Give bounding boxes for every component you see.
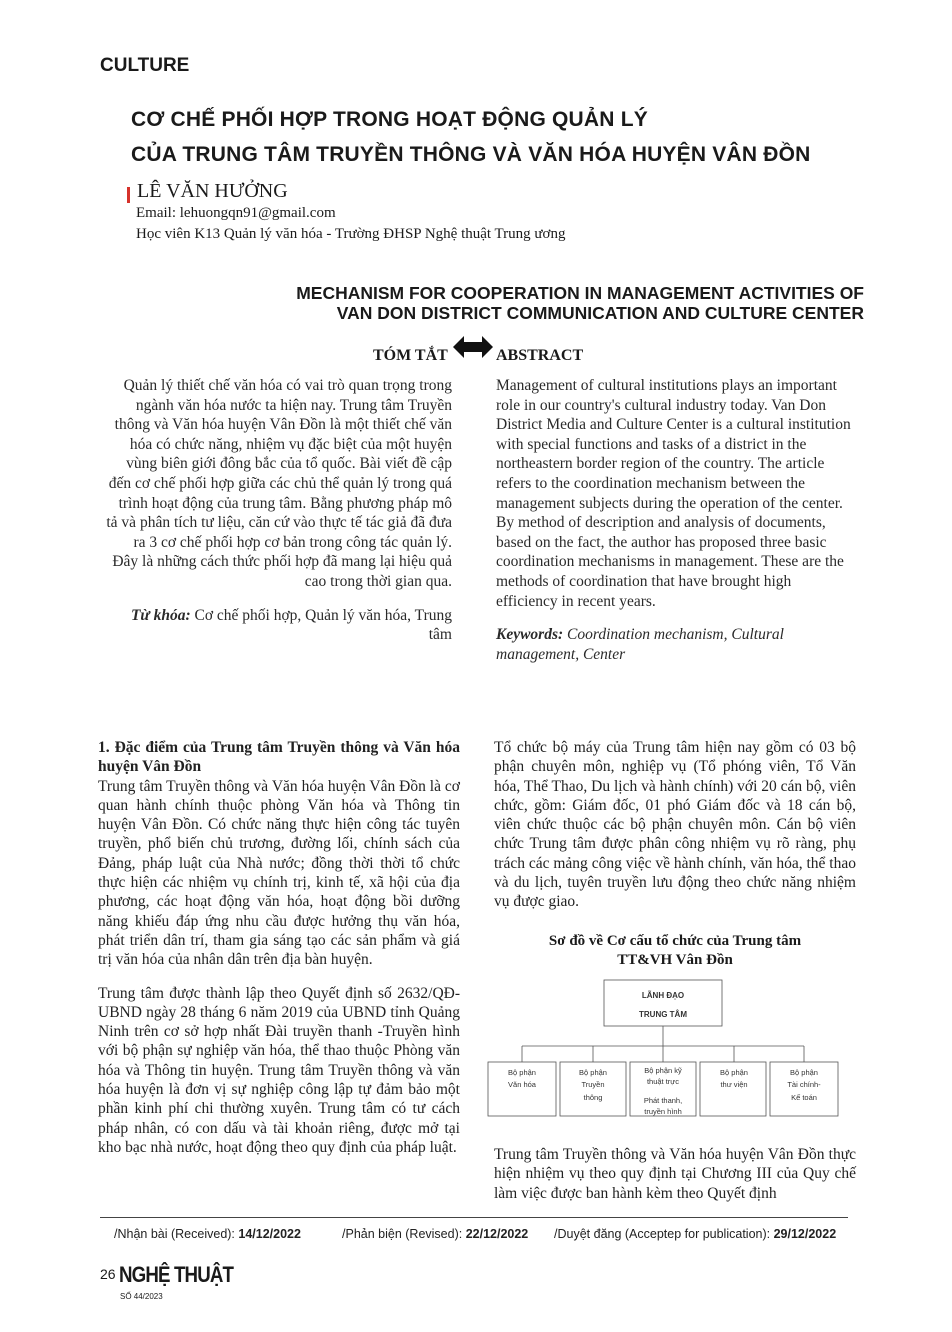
abstract-vn-heading: TÓM TẮT <box>373 347 448 364</box>
org-chart-unit-sublabel: Phát thanh, <box>643 1096 683 1105</box>
org-chart-diagram <box>484 976 856 1122</box>
double-arrow-icon <box>453 335 493 359</box>
org-chart-unit-label: thư viện <box>720 1080 748 1089</box>
footer-divider <box>100 1217 848 1218</box>
revised-date: 22/12/2022 <box>465 1227 529 1241</box>
org-chart-unit-label: Bộ phận <box>579 1068 607 1077</box>
org-chart-unit-label: Kế toán <box>791 1093 817 1102</box>
published-label: Duyệt đăng (Acceptep for publication): <box>557 1227 774 1241</box>
org-chart-top-box <box>604 980 722 1026</box>
keywords-en-text: Coordination mechanism, Cultural management, Center <box>496 626 784 663</box>
org-chart-unit-label: thông <box>583 1093 603 1102</box>
revised-label: Phản biện (Revised): <box>345 1227 466 1241</box>
org-chart-unit-label: Tài chính- <box>787 1080 821 1089</box>
abstract-vn-keywords <box>106 606 452 645</box>
received-date: 14/12/2022 <box>238 1227 301 1241</box>
abstract-en-keywords <box>496 625 856 664</box>
org-chart-unit-label: Bộ phận <box>790 1068 818 1077</box>
article-title-en-line-2: VAN DON DISTRICT COMMUNICATION AND CULTURE CENTER <box>336 303 864 323</box>
footer-revised: /Phản biện (Revised): 22/12/2022 <box>342 1227 529 1241</box>
footer-published: /Duyệt đăng (Acceptep for publication): 29/12/2022 <box>554 1227 837 1241</box>
org-chart-unit-label: thuật trực <box>646 1077 680 1086</box>
author-name: LÊ VĂN HƯỞNG <box>137 180 288 202</box>
published-date: 29/12/2022 <box>773 1227 837 1241</box>
org-chart-unit-label: Bộ phận kỹ <box>644 1066 682 1075</box>
body-right-paragraph-1: Tổ chức bộ máy của Trung tâm hiện nay gồm có 03 bộ phận chuyên môn, nghiệp vụ (Tổ phóng viên, Tổ Văn hóa, Thể Thao, Du lịch và hành chính) với 20 cán bộ, viên chức, gồm: Giám đốc, 01 phó Giám đốc và 18 cán bộ, viên chức thuộc các bộ phận chuyên môn. Cán bộ viên chức Trung tâm được phân công nhiệm vụ rõ ràng, phụ trách các mảng công việc về hành chính, văn hóa, thể thao và du lịch, tuyên truyền lưu động theo chức năng nhiệm vụ được giao. <box>494 739 856 911</box>
journal-logo: NGHỆ THUẬT <box>119 1262 234 1287</box>
org-chart-title-line-1: Sơ đồ về Cơ cấu tổ chức của Trung tâm <box>548 933 802 949</box>
author-affiliation: Học viên K13 Quản lý văn hóa - Trường ĐHSP Nghệ thuật Trung ương <box>136 226 566 242</box>
abstract-vn <box>106 376 452 645</box>
footer-received: /Nhận bài (Received): 14/12/2022 <box>114 1227 301 1241</box>
abstract-en <box>496 376 856 664</box>
org-chart-top-label-2: TRUNG TÂM <box>639 1010 687 1019</box>
body-right-column-continued <box>494 1145 856 1217</box>
org-chart-unit-label: Bộ phận <box>508 1068 536 1077</box>
org-chart-unit-label: Truyền <box>581 1080 605 1089</box>
body-right-paragraph-2: Trung tâm Truyền thông và Văn hóa huyện Vân Đồn thực hiện nhiệm vụ theo quy định tại Chương III của Quy chế làm việc được ban hành kèm theo Quyết định <box>494 1146 856 1202</box>
body-right-column <box>494 738 856 926</box>
article-title-en-line-1: MECHANISM FOR COOPERATION IN MANAGEMENT ACTIVITIES OF <box>296 283 864 303</box>
journal-issue: SỐ 44/2023 <box>120 1292 163 1301</box>
keywords-vn-text: Cơ chế phối hợp, Quản lý văn hóa, Trung tâm <box>190 606 452 644</box>
org-chart-unit-label: Bộ phận <box>720 1068 748 1077</box>
section-1-heading: 1. Đặc điểm của Trung tâm Truyền thông và Văn hóa huyện Vân Đồn <box>98 739 460 776</box>
keywords-vn-label: Từ khóa: <box>130 606 191 624</box>
org-chart-title-line-2: TT&VH Vân Đồn <box>617 952 733 968</box>
section-label: CULTURE <box>100 55 190 76</box>
org-chart-unit-sublabel: truyền hình <box>644 1107 682 1116</box>
abstract-en-body: Management of cultural institutions plays an important role in our country's cultural industry today. Van Don District Media and Culture Center is a cultural institution with special functions and tasks of a district in the northeastern border region of the country. The article refers to the coordination mechanism between the management subjects during the operation of the center. By method of description and analysis of documents, based on the fact, the author has proposed three basic coordination mechanisms in management. These are the methods of coordination that have brought high efficiency in recent years. <box>496 377 851 610</box>
page-number: 26 <box>100 1266 116 1282</box>
abstract-vn-body: Quản lý thiết chế văn hóa có vai trò quan trọng trong ngành văn hóa nước ta hiện nay. Trung tâm Truyền thông và Văn hóa huyện Vân Đồn là một thiết chế văn hóa có chức năng, nhiệm vụ đặc biệt của một huyện vùng biên giới đông bắc của tổ quốc. Bài viết đề cập đến cơ chế phối hợp giữa các chủ thể quản lý trong quá trình hoạt động của trung tâm. Bằng phương pháp mô tả và phân tích tư liệu, căn cứ vào thực tế tác giả đã đưa ra 3 cơ chế phối hợp cơ bản trong công tác quản lý. Đây là những cách thức phối hợp đã mang lại hiệu quả cao trong thời gian qua. <box>106 377 452 590</box>
author-accent-bar <box>127 187 130 203</box>
org-chart-title <box>494 932 856 970</box>
abstract-en-heading: ABSTRACT <box>496 347 584 364</box>
received-label: Nhận bài (Received): <box>117 1227 239 1241</box>
org-chart-top-label-1: LÃNH ĐẠO <box>641 991 685 1000</box>
section-1-paragraph-1: Trung tâm Truyền thông và Văn hóa huyện Vân Đồn là cơ quan hành chính thuộc phòng Văn hóa và Thông tin huyện Vân Đồn. Có chức năng thực hiện công tác tuyên truyền, phổ biến chủ trương, đường lối, chính sách của Đảng, pháp luật của Nhà nước; đồng thời thời tổ chức thực hiện các nhiệm vụ chính trị, kinh tế, xã hội của địa phương, các hoạt động văn hóa, hoạt động bồi dưỡng năng khiếu đáp ứng nhu cầu được hưởng thụ văn hóa, phát triển dân trí, tham gia sáng tạo các sản phẩm và giá trị văn hóa của nhân dân trên địa bàn huyện. <box>98 777 460 969</box>
org-chart-unit-label: Văn hóa <box>508 1080 536 1089</box>
author-email: Email: lehuongqn91@gmail.com <box>136 205 336 221</box>
body-left-column <box>98 738 460 1171</box>
article-title-vn-line-1: CƠ CHẾ PHỐI HỢP TRONG HOẠT ĐỘNG QUẢN LÝ <box>131 108 648 131</box>
article-title-vn-line-2: CỦA TRUNG TÂM TRUYỀN THÔNG VÀ VĂN HÓA HUYỆN VÂN ĐỒN <box>131 143 811 166</box>
section-1-paragraph-2: Trung tâm được thành lập theo Quyết định số 2632/QĐ-UBND ngày 28 tháng 6 năm 2019 của UBND tỉnh Quảng Ninh trên cơ sở hợp nhất Đài truyền thanh -Truyền hình với bộ phận sự nghiệp văn hóa, thể thao thuộc Phòng văn hóa và Thông tin huyện. Trung tâm Truyền thông và văn hóa huyện là đơn vị sự nghiệp công lập tự đảm bảo một phần kinh phí chi thường xuyên. Trung tâm có tư cách pháp nhân, có con dấu và tài khoản riêng, được mở tại kho bạc nhà nước, hoạt động theo quy định của pháp luật. <box>98 984 460 1156</box>
keywords-en-label: Keywords: <box>496 626 564 644</box>
